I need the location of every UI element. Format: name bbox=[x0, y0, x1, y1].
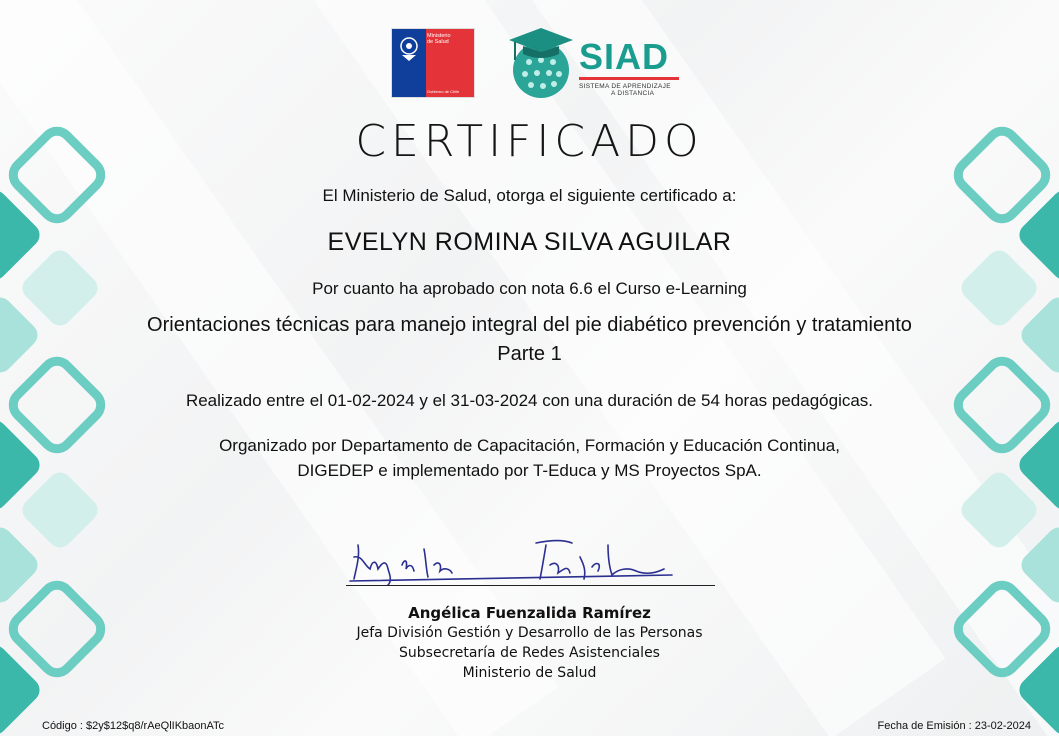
recipient-name: EVELYN ROMINA SILVA AGUILAR bbox=[327, 228, 732, 256]
certificate-title: CERTIFICADO bbox=[355, 116, 704, 167]
siad-subtitle: SISTEMA DE APRENDIZAJE bbox=[579, 83, 671, 90]
verification-code: Código : $2y$12$q8/rAeQlIKbaonATc bbox=[42, 720, 225, 732]
course-title: Orientaciones técnicas para manejo integral del pie diabético prevención y tratamiento bbox=[147, 314, 912, 336]
signature-line bbox=[346, 585, 715, 586]
grade-statement: Por cuanto ha aprobado con nota 6.6 el Curso e-Learning bbox=[312, 279, 747, 298]
ministry-logo-text: Ministerio de Salud bbox=[427, 33, 451, 45]
ministry-logo-blue-block bbox=[392, 29, 426, 97]
signer-name: Angélica Fuenzalida Ramírez bbox=[408, 604, 651, 622]
course-dates: Realizado entre el 01-02-2024 y el 31-03-2024 con una duración de 54 horas pedagógicas. bbox=[185, 391, 874, 410]
organizer-line: Organizado por Departamento de Capacitación, Formación y Educación Continua, bbox=[219, 436, 840, 455]
siad-subtitle: A DISTANCIA bbox=[611, 90, 655, 97]
organizer-line: DIGEDEP e implementado por T-Educa y MS Proyectos SpA. bbox=[297, 461, 762, 480]
siad-underline bbox=[579, 77, 679, 80]
graduation-cap-globe-icon bbox=[503, 26, 579, 100]
ministry-logo-subtext: Gobierno de Chile bbox=[427, 89, 460, 94]
signer-role: Jefa División Gestión y Desarrollo de las Personas bbox=[356, 625, 703, 641]
coat-of-arms-icon bbox=[392, 31, 426, 65]
signer-role: Ministerio de Salud bbox=[462, 665, 597, 681]
course-title-part: Parte 1 bbox=[497, 343, 562, 365]
signer-role: Subsecretaría de Redes Asistenciales bbox=[399, 645, 660, 661]
ministry-of-health-logo bbox=[391, 28, 475, 98]
siad-logo bbox=[503, 26, 683, 100]
handwritten-signature bbox=[346, 535, 676, 587]
certificate-intro: El Ministerio de Salud, otorga el siguiente certificado a: bbox=[322, 186, 737, 205]
siad-wordmark: SIAD bbox=[579, 36, 670, 77]
issue-date: Fecha de Emisión : 23-02-2024 bbox=[877, 720, 1031, 732]
